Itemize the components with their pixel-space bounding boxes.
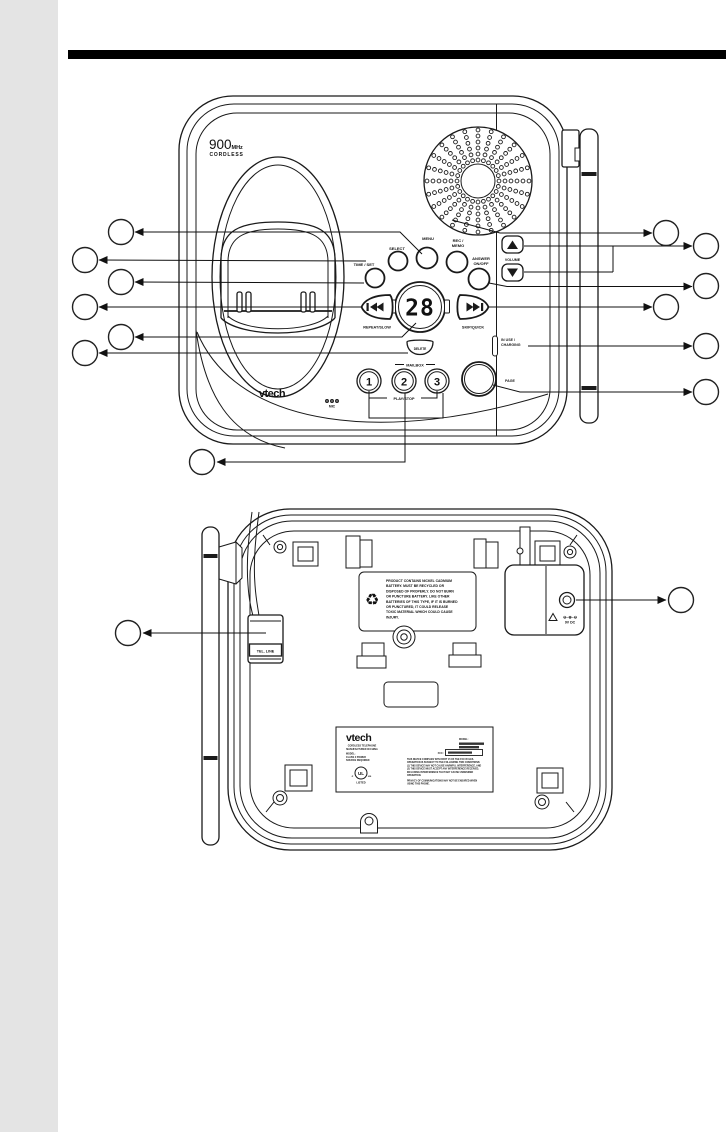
repeat-slow-label: REPEAT/SLOW (363, 325, 391, 330)
battery-warning-line: DISPOSED OF PROPERLY. DO NOT BURN (386, 589, 454, 594)
callout-circle (654, 295, 679, 320)
callout-circle (190, 450, 215, 475)
power-rating: 9V DC (564, 620, 576, 625)
battery-warning-line: TOXIC MATERIAL WHICH COULD CAUSE (386, 610, 453, 615)
battery-warning-line: BATTERY. MUST BE RECYCLED OR (386, 584, 445, 589)
power-polarity: ⊖–⊕–⊖ (563, 615, 577, 620)
in-use-label-1: IN USE / (501, 338, 515, 342)
answer-label-1: ANSWER (472, 256, 490, 261)
badge-mhz: MHz (231, 145, 243, 151)
menu-button (417, 248, 438, 269)
battery-warning-line: BATTERIES OF THIS TYPE, IF IT IS BURNED (386, 599, 458, 604)
select-label: SELECT (389, 246, 405, 251)
time-set-button (366, 269, 385, 288)
base-bottom-view (202, 509, 612, 850)
label-fcc-line: (1) THIS DEVICE MAY NOT CAUSE HARMFUL INTERFERENCE, AND (407, 765, 482, 768)
skip-bar-icon (481, 303, 483, 311)
mailbox-key-3-digit: 3 (433, 376, 441, 389)
battery-door (505, 565, 584, 635)
charge-contact (310, 292, 315, 312)
charge-contact (301, 292, 306, 312)
label-fcc-line: OPERATION IS SUBJECT TO THE FOLLOWING TWO CONDITIONS: (407, 762, 481, 765)
callout-circle (109, 325, 134, 350)
label-privacy-line: PRIVACY OF COMMUNICATIONS MAY NOT BE ENSURED WHEN (407, 780, 478, 783)
answer-on-off-button (469, 269, 490, 290)
label-fcc-line: INCLUDING INTERFERENCE THAT MAY CAUSE UNDESIRED (407, 771, 474, 774)
ul-c: c (351, 774, 354, 778)
mailbox-key-1-digit: 1 (365, 376, 373, 389)
ul-mark: UL (358, 770, 364, 776)
recycle-icon: ♻ (365, 592, 380, 609)
label-left-line: CORDLESS TELEPHONE (347, 744, 377, 748)
callout-circle (694, 274, 719, 299)
badge-900: 900 (209, 137, 232, 152)
label-left-line: MANUFACTURED IN CHINA (346, 747, 378, 751)
label-left-line: SOURCE REQUIRED (346, 759, 370, 763)
mailbox-label: MAILBOX (406, 363, 424, 368)
label-model-value-bar (459, 746, 479, 748)
page-label: PAGE (505, 379, 515, 383)
vtech-logo: vtech (258, 388, 286, 400)
battery-warning-line: PRODUCT CONTAINS NICKEL CADMIUM (386, 579, 452, 583)
label-left-line: MODEL: (346, 752, 356, 756)
fcc-id-value-bar (448, 752, 472, 754)
speaker (424, 127, 532, 235)
answer-label-2: ON/OFF (473, 261, 489, 266)
label-vtech-logo: vtech (346, 732, 372, 744)
select-button (389, 252, 408, 271)
mic-label: MIC (328, 404, 336, 409)
callout-circle (654, 221, 679, 246)
time-set-label: TIME / SET (353, 262, 375, 267)
callout-circle (694, 380, 719, 405)
callout-circle (73, 341, 98, 366)
product-label (336, 727, 493, 792)
callout-circle (73, 295, 98, 320)
charge-contact (246, 292, 251, 312)
volume-label: VOLUME (504, 258, 521, 262)
label-fcc-line: (2) THIS DEVICE MUST ACCEPT ANY INTERFERENCE RECEIVED, (407, 768, 479, 771)
label-left-line: CLASS 2 POWER (346, 755, 366, 759)
ul-us: us (367, 774, 372, 778)
tel-line-label: TEL. LINE (256, 649, 275, 654)
repeat-bar-icon (367, 303, 369, 311)
battery-warning-label (359, 572, 476, 631)
badge-cordless: CORDLESS (209, 152, 244, 158)
rec-memo-button (447, 252, 468, 273)
battery-warning-line: OR PUNCTURE BATTERY. LIKE OTHER (386, 594, 450, 599)
label-privacy-line: USING THIS PHONE. (407, 783, 430, 786)
label-model-caption: MODEL: (459, 738, 469, 741)
rec-memo-label-1: REC / (452, 238, 464, 243)
label-fcc-line: OPERATION. (407, 775, 422, 777)
label-fcc-line: THIS DEVICE COMPLIES WITH PART 15 OF THE FCC RULES. (407, 759, 474, 761)
callout-circle (109, 270, 134, 295)
mailbox-key-2-digit: 2 (400, 376, 408, 389)
label-model-value-bar (459, 743, 484, 745)
volume-keys (502, 236, 523, 281)
callout-circle (73, 248, 98, 273)
ul-listed: LISTED (356, 781, 366, 785)
callout-circle (694, 234, 719, 259)
callout-circle (116, 621, 141, 646)
battery-warning-line: INJURY. (386, 615, 399, 620)
power-jack (560, 593, 575, 608)
keyhole-slot (361, 814, 378, 834)
in-use-label-2: CHARGING (501, 343, 521, 347)
charge-contact (237, 292, 242, 312)
menu-label: MENU (422, 236, 434, 241)
callout-circle (694, 334, 719, 359)
battery-warning-line: OR PUNCTURED, IT COULD RELEASE (386, 605, 449, 609)
display-value: 28 (405, 295, 435, 322)
label-fcc-caption: FCC: (437, 752, 444, 755)
rec-memo-label-2: MEMO (451, 243, 465, 248)
callout-circle (109, 220, 134, 245)
delete-label: DELETE (413, 347, 427, 351)
callout-circle (669, 588, 694, 613)
play-stop-label: PLAY/STOP (393, 397, 415, 401)
skip-quick-label: SKIP/QUICK (461, 325, 485, 330)
